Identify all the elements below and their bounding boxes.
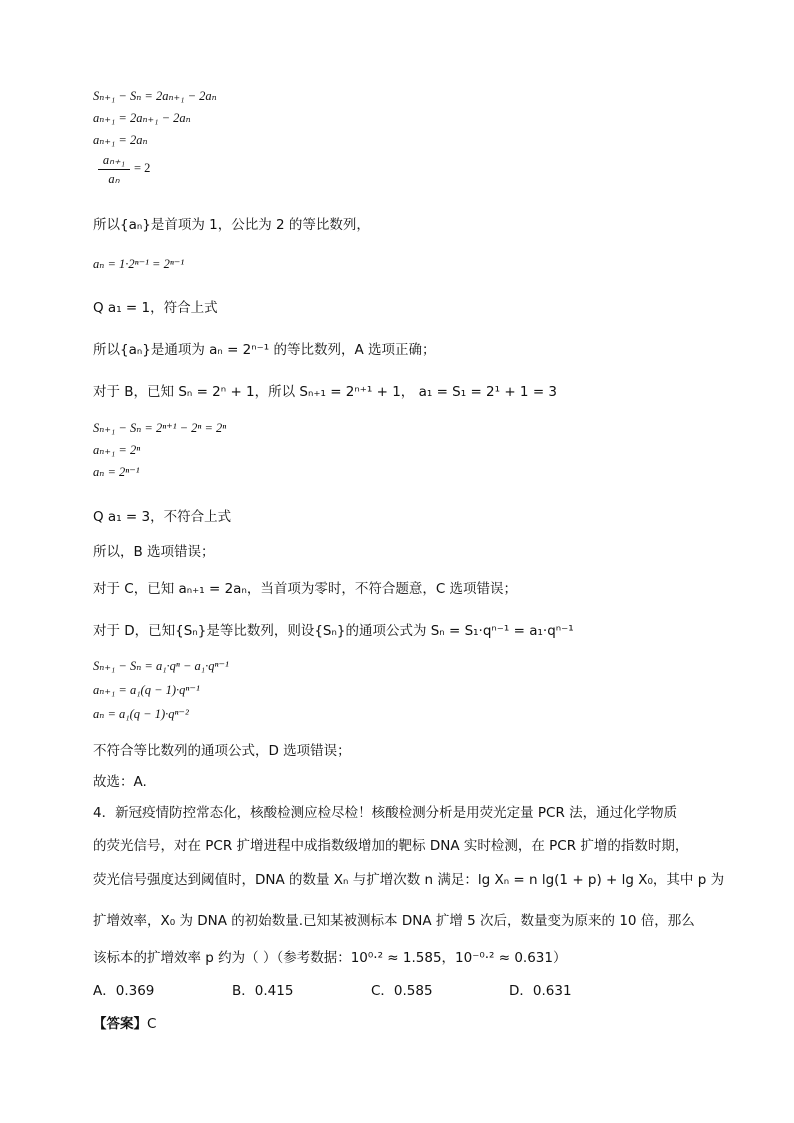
equation-line-19: aₙ = a₁(q − 1)·qⁿ⁻² [93,707,189,721]
fraction-equation [98,152,130,187]
text-line-20: 不符合等比数列的通项公式，D 选项错误； [93,743,351,759]
option-a: A．0.369 [93,983,155,999]
fraction-rhs: = 2 [134,161,151,175]
fraction-bar [98,169,130,170]
answer-label: 【答案】 [93,1016,147,1032]
text-line-14: 所以，B 选项错误； [93,544,215,560]
question-text-1: 4．新冠疫情防控常态化，核酸检测应检尽检！核酸检测分析是用荧光定量 PCR 法，通过化学物质 [93,805,678,821]
option-c: C．0.585 [371,983,433,999]
question-text-5: 该标本的扩增效率 p 约为（ ）（参考数据：10⁰·² ≈ 1.585，10⁻⁰·² ≈ 0.631） [93,950,567,966]
answer-value: C [147,1016,157,1032]
equation-line-3: aₙ₊₁ = 2aₙ [93,133,148,147]
answer-line [93,1012,156,1032]
equation-line-18: aₙ₊₁ = a₁(q − 1)·qⁿ⁻¹ [93,683,200,697]
text-line-21: 故选：A. [93,774,147,790]
text-line-15: 对于 C，已知 aₙ₊₁ = 2aₙ，当首项为零时，不符合题意，C 选项错误； [93,581,518,597]
text-line-13: Q a₁ = 3，不符合上式 [93,509,232,525]
fraction-numerator: aₙ₊₁ [102,153,126,167]
equation-line-2: aₙ₊₁ = 2aₙ₊₁ − 2aₙ [93,111,191,125]
equation-line-11: aₙ₊₁ = 2ⁿ [93,443,141,457]
equation-line-10: Sₙ₊₁ − Sₙ = 2ⁿ⁺¹ − 2ⁿ = 2ⁿ [93,421,227,435]
option-b: B．0.415 [232,983,294,999]
option-d: D．0.631 [509,983,572,999]
text-line-16: 对于 D，已知{Sₙ}是等比数列，则设{Sₙ}的通项公式为 Sₙ = S₁·qⁿ⁻¹ = a₁·qⁿ⁻¹ [93,623,574,639]
equation-line-12: aₙ = 2ⁿ⁻¹ [93,465,140,479]
equation-line-6: aₙ = 1·2ⁿ⁻¹ = 2ⁿ⁻¹ [93,257,185,271]
equation-line-1: Sₙ₊₁ − Sₙ = 2aₙ₊₁ − 2aₙ [93,89,217,103]
text-line-7: Q a₁ = 1，符合上式 [93,300,218,316]
question-text-4: 扩增效率，X₀ 为 DNA 的初始数量.已知某被测标本 DNA 扩增 5 次后，数量变为原来的 10 倍，那么 [93,913,695,929]
text-line-5: 所以{aₙ}是首项为 1，公比为 2 的等比数列， [93,217,370,233]
question-text-3: 荧光信号强度达到阈值时，DNA 的数量 Xₙ 与扩增次数 n 满足：lg Xₙ = n lg(1 + p) + lg X₀，其中 p 为 [93,872,725,888]
text-line-9: 对于 B，已知 Sₙ = 2ⁿ + 1，所以 Sₙ₊₁ = 2ⁿ⁺¹ + 1， a₁ = S₁ = 2¹ + 1 = 3 [93,384,558,400]
text-line-8: 所以{aₙ}是通项为 aₙ = 2ⁿ⁻¹ 的等比数列，A 选项正确； [93,342,436,358]
question-text-2: 的荧光信号，对在 PCR 扩增进程中成指数级增加的靶标 DNA 实时检测，在 PCR 扩增的指数时期， [93,838,689,854]
fraction-denominator: aₙ [108,172,120,186]
equation-line-17: Sₙ₊₁ − Sₙ = a₁·qⁿ − a₁·qⁿ⁻¹ [93,659,229,673]
